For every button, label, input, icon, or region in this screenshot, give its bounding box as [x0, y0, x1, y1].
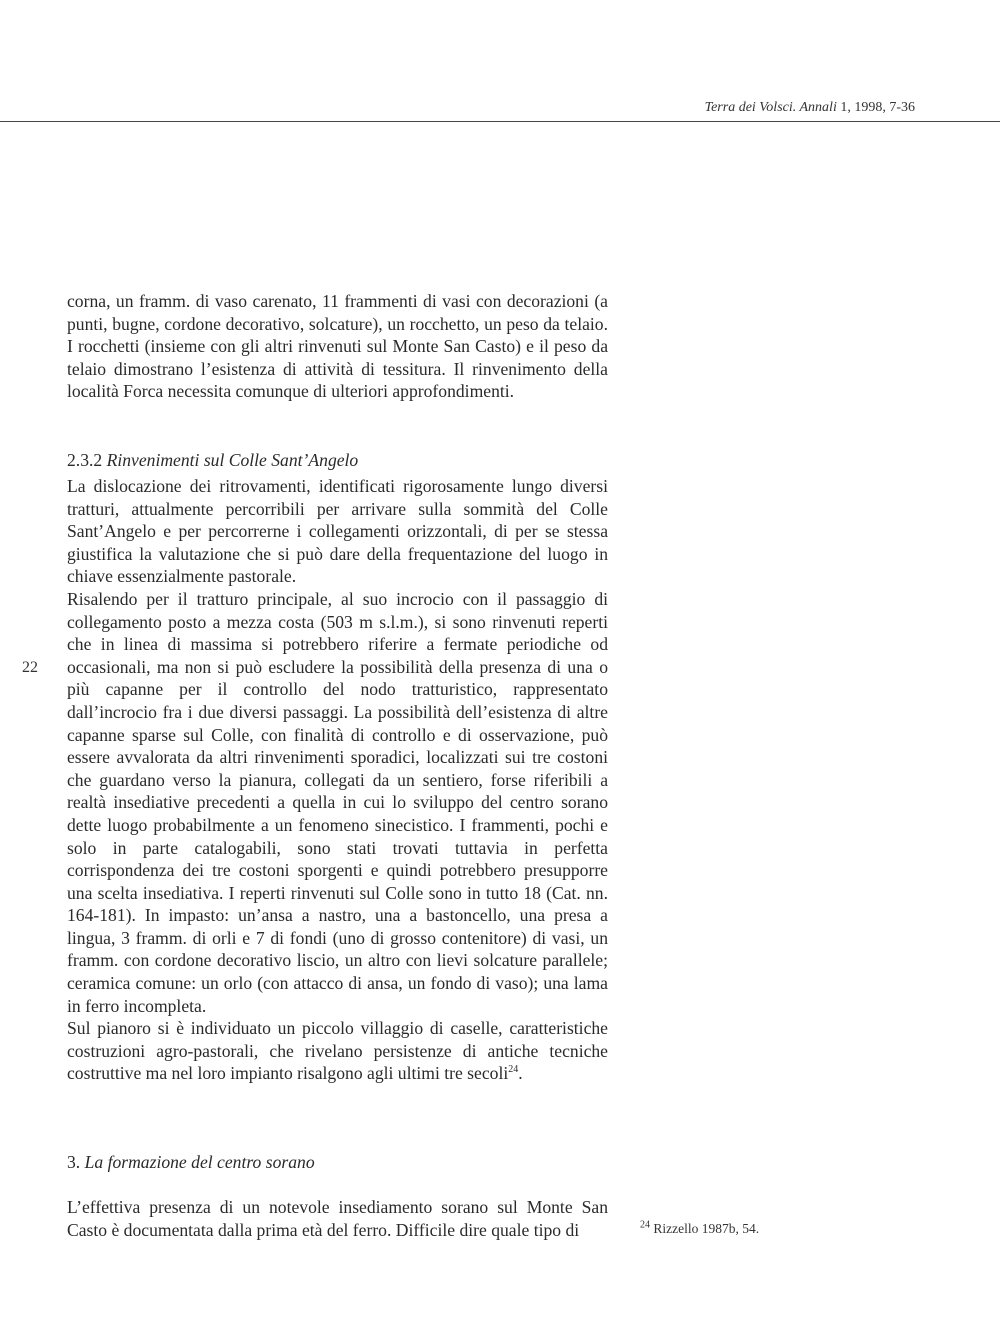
subsection-number: 2.3.2: [67, 450, 107, 470]
journal-issue: 1, 1998, 7-36: [836, 100, 915, 115]
footnote: [640, 1221, 759, 1237]
footnote-text: Rizzello 1987b, 54.: [650, 1221, 760, 1236]
section-heading: [67, 1152, 315, 1173]
paragraph-end: .: [518, 1063, 523, 1084]
paragraph-text: Sul pianoro si è individuato un piccolo villaggio di caselle, caratteristiche costruzioni agro-pastorali, che rivelano persistenze di antiche tecniche costruttive ma nel loro impianto risalgono agli ultimi tre secoli: [67, 1018, 608, 1084]
text-block-middle: [67, 475, 608, 1085]
text-block-top: [67, 290, 608, 403]
paragraph: Risalendo per il tratturo principale, al suo incrocio con il passaggio di collegamento posto a mezza costa (503 m s.l.m.), si sono rinvenuti reperti che in linea di massima si potrebbero riferire a fermate periodiche od occasionali, ma non si può escludere la possibilità della presenza di una o più capanne per il controllo del nodo tratturistico, rappresentato dall’incrocio fra i due diversi passaggi. La possibilità dell’esistenza di altre capanne sparse sul Colle, con finalità di controllo e di osservazione, può essere avvalorata da altri rinvenimenti sporadici, localizzati sui tre costoni che guardano verso la pianura, collegati da un sentiero, forse riferibili a realtà insediative precedenti a quella in cui lo sviluppo del centro sorano dette luogo probabilmente a un fenomeno sinecistico. I frammenti, pochi e solo in parte catalogabili, sono stati trovati tuttavia in perfetta corrispondenza dei tre costoni sporgenti e quindi potrebbero presupporre una scelta insediativa. I reperti rinvenuti sul Colle sono in tutto 18 (Cat. nn. 164-181). In impasto: un’ansa a nastro, una a bastoncello, una presa a lingua, 3 framm. di orli e 7 di fondi (uno di grosso contenitore) di vasi, un framm. con cordone decorativo liscio, un altro con lievi solcature parallele; ceramica comune: un orlo (con attacco di ansa, un fondo di vaso); una lama in ferro incompleta.: [67, 588, 608, 1016]
paragraph-with-footnote: [67, 1017, 608, 1085]
section-title: La formazione del centro sorano: [84, 1152, 315, 1172]
paragraph: La dislocazione dei ritrovamenti, identificati rigorosamente lungo diversi tratturi, attualmente percorribili per arrivare sulla sommità del Colle Sant’Angelo e per percorrerne i collegamenti orizzontali, di per se stessa giustifica la valutazione che si può dare della frequentazione del luogo in chiave essenzialmente pastorale.: [67, 476, 608, 587]
journal-title: Terra dei Volsci. Annali: [704, 100, 837, 115]
footnote-number: 24: [640, 1219, 650, 1231]
subsection-heading: [67, 450, 358, 471]
page-number: 22: [22, 659, 38, 676]
text-block-bottom: [67, 1196, 608, 1241]
running-header: [705, 100, 915, 116]
subsection-title: Rinvenimenti sul Colle Sant’Angelo: [106, 450, 359, 470]
paragraph: L’effettiva presenza di un notevole insediamento sorano sul Monte San Casto è documentata dalla prima età del ferro. Difficile dire quale tipo di: [67, 1197, 608, 1240]
paragraph: corna, un framm. di vaso carenato, 11 frammenti di vasi con decorazioni (a punti, bugne, cordone decorativo, solcature), un rocchetto, un peso da telaio. I rocchetti (insieme con gli altri rinvenuti sul Monte San Casto) e il peso da telaio dimostrano l’esistenza di attività di tessitura. Il rinvenimento della località Forca necessita comunque di ulteriori approfondimenti.: [67, 291, 608, 402]
section-number: 3.: [67, 1152, 85, 1172]
header-rule: [0, 121, 1000, 122]
footnote-reference: 24: [508, 1064, 519, 1076]
